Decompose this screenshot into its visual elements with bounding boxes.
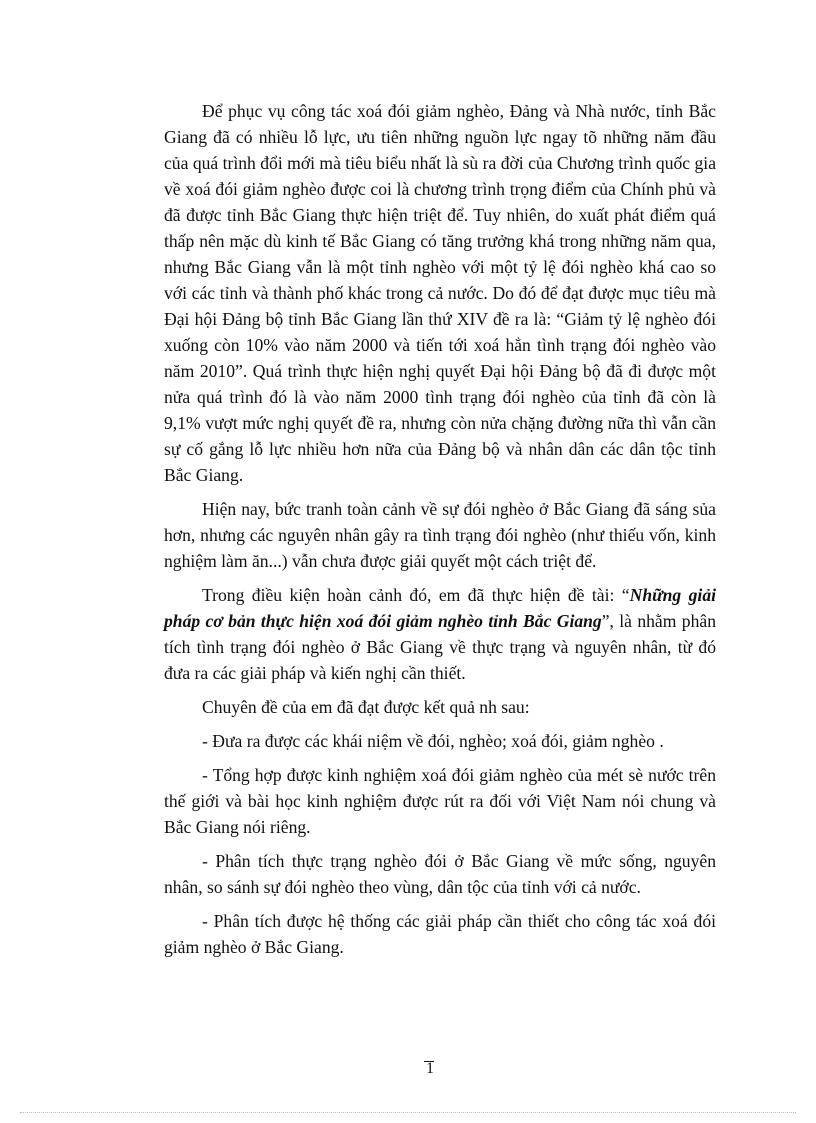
result-item: - Phân tích được hệ thống các giải pháp cần thiết cho công tác xoá đói giảm nghèo ở Bắc Giang.	[164, 911, 716, 957]
result-item: - Đưa ra được các khái niệm về đói, nghèo; xoá đói, giảm nghèo .	[202, 731, 664, 751]
paragraph-3-intro: Trong điều kiện hoàn cảnh đó, em đã thực hiện đề tài: “	[202, 585, 630, 605]
paragraph-1: Để phục vụ công tác xoá đói giảm nghèo, Đảng và Nhà nước, tỉnh Bắc Giang đã có nhiều lỗ lực, ưu tiên những nguồn lực ngay tõ những năm đầu của quá trình đổi mới mà tiêu biểu nhất là sù ra đời của Chương trình quốc gia về xoá đói giảm nghèo được coi là chương trình trọng điểm của Chính phủ và đã được tỉnh Bắc Giang thực hiện triệt để. Tuy nhiên, do xuất phát điểm quá thấp nên mặc dù kinh tế Bắc Giang có tăng trưởng khá trong những năm qua, nhưng Bắc Giang vẫn là một tỉnh nghèo với một tỷ lệ đói nghèo khá cao so với các tỉnh và thành phố khác trong cả nước. Do đó để đạt được mục tiêu mà Đại hội Đảng bộ tỉnh Bắc Giang lần thứ XIV đề ra là: “Giảm tỷ lệ nghèo đói xuống còn 10% vào năm 2000 và tiến tới xoá hẳn tình trạng đói nghèo vào năm 2010”. Quá trình thực hiện nghị quyết Đại hội Đảng bộ đã đi được một nửa quá trình đó là vào năm 2000 tình trạng đói nghèo của tỉnh đã còn là 9,1% vượt mức nghị quyết đề ra, nhưng còn nửa chặng đường nữa thì vẫn cần sự cố gắng lỗ lực nhiều hơn nữa của Đảng bộ và nhân dân các dân tộc tỉnh Bắc Giang.	[164, 101, 716, 485]
body-text	[164, 98, 716, 968]
page-number: 1	[426, 1060, 434, 1077]
page-bottom-divider	[20, 1112, 796, 1113]
paragraph-3-outro: ”, là nhằm phân tích tình trạng đói nghèo ở Bắc Giang về thực trạng và nguyên nhân, từ đó đưa ra các giải pháp và kiến nghị cần thiết.	[164, 611, 716, 683]
result-item: - Phân tích thực trạng nghèo đói ở Bắc Giang về mức sống, nguyên nhân, so sánh sự đói nghèo theo vùng, dân tộc của tỉnh với cả nước.	[164, 851, 716, 897]
paragraph-4: Chuyên đề của em đã đạt được kết quả nh sau:	[202, 697, 530, 717]
paragraph-2: Hiện nay, bức tranh toàn cảnh về sự đói nghèo ở Bắc Giang đã sáng sủa hơn, nhưng các nguyên nhân gây ra tình trạng đói nghèo (như thiếu vốn, kinh nghiệm làm ăn...) vẫn chưa được giải quyết một cách triệt để.	[164, 499, 716, 571]
result-item: - Tổng hợp được kinh nghiệm xoá đói giảm nghèo của mét sè nước trên thế giới và bài học kinh nghiệm được rút ra đối với Việt Nam nói chung và Bắc Giang nói riêng.	[164, 765, 716, 837]
thesis-title: Những giải pháp cơ bản thực hiện xoá đói giảm nghèo tỉnh Bắc Giang	[164, 585, 717, 631]
paragraph-3	[164, 582, 716, 686]
